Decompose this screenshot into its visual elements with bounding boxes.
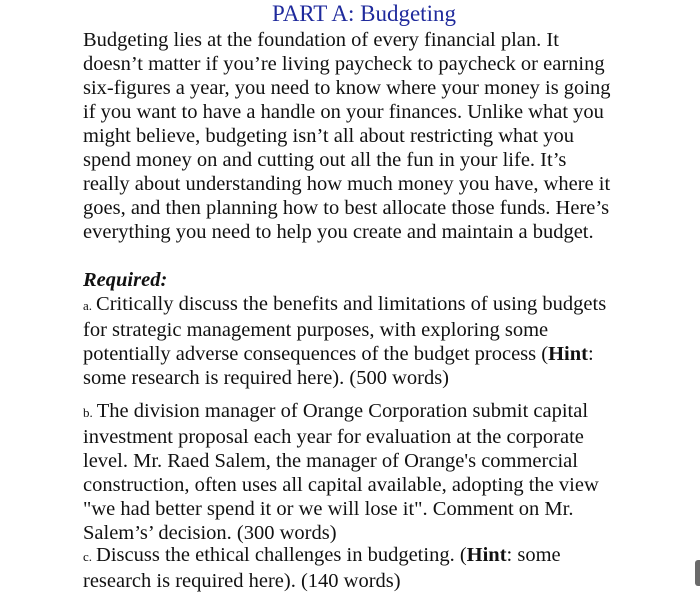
question-b — [83, 399, 700, 545]
question-a — [83, 292, 700, 390]
question-a-label: a. — [83, 298, 93, 313]
question-c-text-start: Discuss the ethical challenges in budgeting. ( — [96, 544, 467, 566]
question-c-text-end: : some research is required here). (140 words) — [83, 544, 561, 592]
question-b-text: The division manager of Orange Corporation submit capital investment proposal each year for evaluation at the corporate level. Mr. Raed Salem, the manager of Orange's commercial construction, often uses all capital available, adopting the view "we had better spend it or we will lose it". Comment on Mr. Salem’s’ decision. (300 words) — [83, 400, 599, 544]
required-heading: Required: — [83, 269, 168, 291]
question-a-text-start: Critically discuss the benefits and limitations of using budgets for strategic management purposes, with exploring some potentially adverse consequences of the budget process ( — [83, 293, 607, 365]
scrollbar-thumb[interactable] — [695, 560, 700, 586]
question-c-hint: Hint — [466, 544, 507, 566]
intro-paragraph: Budgeting lies at the foundation of every financial plan. It doesn’t matter if you’re living paycheck to paycheck or earning six-figures a year, you need to know where your money is going if you want to have a handle on your finances. Unlike what you might believe, budgeting isn’t all about restricting what you spend money on and cutting out all the fun in your life. It’s really about understanding how much money you have, where it goes, and then planning how to best allocate those funds. Here’s everything you need to help you create and maintain a budget. — [83, 29, 611, 243]
question-a-text-end: : some research is required here). (500 words) — [83, 343, 594, 389]
page-title: PART A: Budgeting — [272, 1, 456, 26]
question-c-label: c. — [83, 549, 93, 564]
question-a-hint: Hint — [548, 343, 588, 365]
question-b-label: b. — [83, 405, 93, 420]
